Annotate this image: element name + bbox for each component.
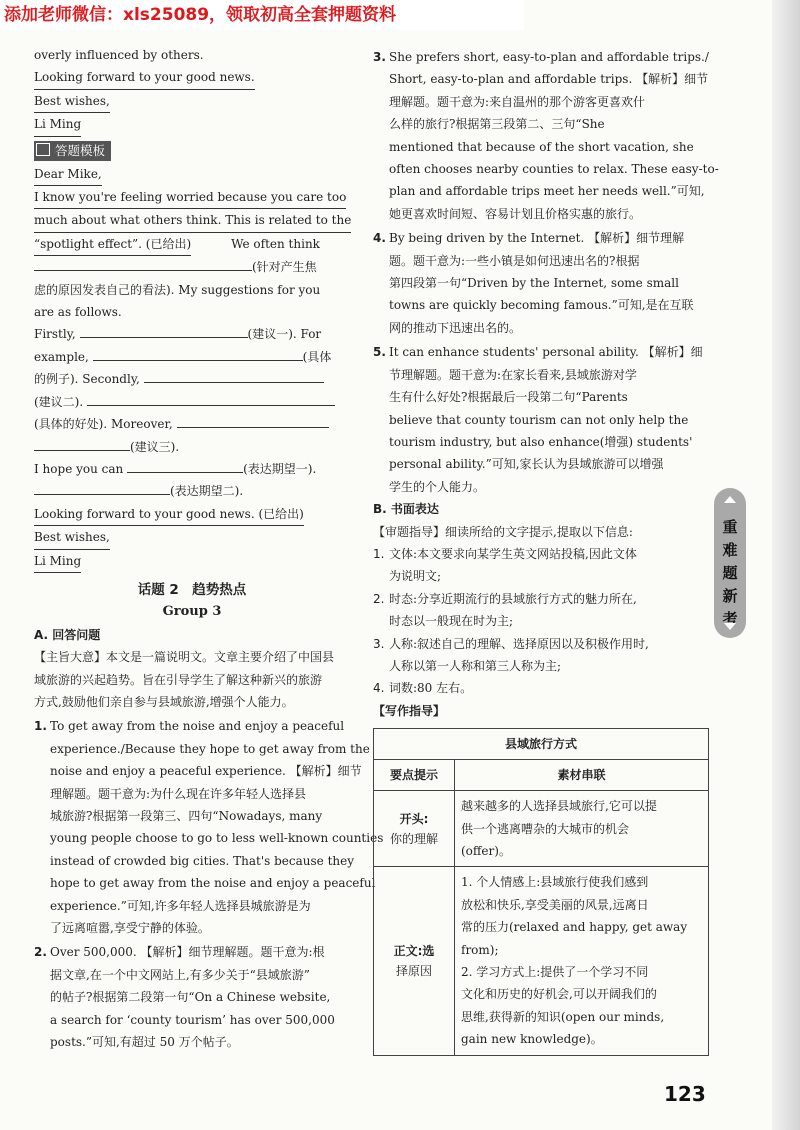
answer-item-1 [34,715,384,939]
item-number: 1. [34,719,47,734]
answer-line: tourism industry, but also enhance(增强) students' [389,434,693,449]
answer-item-2 [34,941,350,1053]
table-row: 开头: 你的理解 越来越多的人选择县域旅行,它可以提 供一个逃离嘈杂的大城市的机会 (offer)。 [374,791,709,867]
template-signature: Li Ming [34,550,81,573]
answer-line: plan and affordable trips meet her needs well.”可知, [389,184,705,199]
template-closing: Looking forward to your good news. (已给出) [34,503,304,526]
template-hint: (具体 [302,349,332,364]
main-idea-line: 域旅游的兴起趋势。旨在引导学生了解这种新兴的旅游 [34,672,323,687]
template-line: I know you're feeling worried because you care too [34,186,346,209]
left-column [34,44,384,1053]
template-line: (具体的好处). Moreover, [34,417,173,432]
answer-line: believe that county tourism can not only help the [389,412,689,427]
fill-blank [34,256,252,271]
answer-line: 她更喜欢时间短、容易计划且价格实惠的旅行。 [389,206,642,221]
main-idea-line: 【主旨大意】本文是一篇说明文。文章主要介绍了中国县 [34,650,335,665]
answer-line: 城旅游?根据第一段第三、四句“Nowadays, many [50,809,323,823]
answer-item-3 [373,46,719,225]
section-a-heading: A. 回答问题 [34,627,101,642]
answer-line: noise and enjoy a peaceful experience. 【解析】细节 [50,764,362,779]
answer-line: often chooses nearby counties to relax. These easy-to- [389,162,719,177]
answer-line: mentioned that because of the short vacation, she [389,139,694,154]
fill-blank [34,436,130,451]
answer-line: 据文章,在一个中文网站上,有多少关于“县域旅游” [50,967,310,982]
answer-line: 的帖子?根据第二段第一句“On a Chinese website, [50,990,331,1005]
answer-template-label: 答题模板 [34,141,111,161]
answer-line: instead of crowded big cities. That's because they [50,853,355,868]
item-number: 5. [373,345,386,360]
table-row: 正文:选 择原因 1. 个人情感上:县域旅行使我们感到 放松和快乐,享受美丽的风景,远离日 常的压力(relaxed and happy, get away from); 2. 学习方式上:提供了一个学习不同 文化和历史的好机会,可以开阔我们的 思维,获得新的知识(open our minds, gain new knowledge)。 [374,867,709,1055]
answer-line: It can enhance students' personal ability. 【解析】细 [389,345,703,360]
right-column [373,44,719,1056]
review-guide: 【审题指导】细读所给的文字提示,提取以下信息: [373,524,633,539]
answer-line: hope to get away from the noise and enjoy a peaceful [50,876,376,891]
fill-blank [127,458,243,473]
fill-blank [34,480,170,495]
template-line: “spotlight effect”. (已给出) [34,233,191,256]
point-1: 1. 文体:本文要求向某学生英文网站投稿,因此文体 为说明文; [373,546,637,584]
item-number: 3. [373,50,386,64]
section-b-heading: B. 书面表达 [373,502,439,517]
template-line: I hope you can [34,461,124,476]
answer-line: By being driven by the Internet. 【解析】细节理解 [389,231,685,246]
fill-blank [87,391,335,406]
template-hint: (建议一). For [247,327,322,342]
table-header-key: 要点提示 [374,760,455,791]
answer-item-5 [373,341,709,498]
template-greeting: Dear Mike, [34,163,102,186]
fill-blank [144,368,324,383]
template-hint: (建议二). [34,394,84,409]
answer-line: Over 500,000. 【解析】细节理解题。题干意为:根 [50,945,325,960]
template-line: much about what others think. This is related to the [34,209,351,232]
answer-line: 生有什么好处?根据最后一段第二句“Parents [389,390,628,405]
answer-line: experience./Because they hope to get away from the [50,741,370,756]
template-line: example, [34,349,89,364]
answer-line: 题。题干意为:一些小镇是如何迅速出名的?根据 [389,253,640,268]
item-number: 2. [34,945,47,960]
letter-signature: Li Ming [34,113,81,136]
writing-guide-heading: 【写作指导】 [373,703,446,718]
template-line: are as follows. [34,305,122,320]
page-number: 123 [664,1082,706,1106]
answer-line: a search for ‘county tourism’ has over 500,000 [50,1012,335,1027]
side-tab[interactable] [714,488,746,638]
answer-line: young people choose to go to less well-known counties [50,831,384,846]
letter-line: overly influenced by others. [34,48,204,62]
answer-line: 理解题。题干意为:为什么现在许多年轻人选择县 [50,786,307,801]
fill-blank [93,346,303,361]
answer-item-4 [373,227,709,339]
letter-sign-off: Best wishes, [34,90,110,113]
letter-closing: Looking forward to your good news. [34,66,255,89]
answer-line: To get away from the noise and enjoy a peaceful [50,719,345,734]
template-line: We often think [231,236,320,251]
answer-line: 学生的个人能力。 [389,479,486,494]
promo-banner: 添加老师微信：xls25089，领取初高全套押题资料 [0,0,524,30]
answer-line: 节理解题。题干意为:在家长看来,县域旅游对学 [389,367,637,382]
answer-line: 网的推动下迅速出名的。 [389,320,522,335]
template-hint: (建议三). [130,439,180,454]
group-heading: Group 3 [162,604,222,620]
arrow-down-icon [724,623,736,630]
page-edge [772,0,800,1130]
material-table [373,728,709,1055]
point-2: 2. 时态:分享近期流行的县域旅行方式的魅力所在, 时态以一般现在时为主; [373,591,637,629]
point-3: 3. 人称:叙述自己的理解、选择原因以及积极作用时, 人称以第一人称和第三人称为主; [373,636,649,673]
item-number: 4. [373,231,386,246]
template-hint: (针对产生焦 [252,260,317,275]
template-line: 虑的原因发表自己的看法). My suggestions for you [34,282,321,297]
template-sign-off: Best wishes, [34,526,110,549]
answer-line: posts.”可知,有超过 50 万个帖子。 [50,1035,239,1050]
template-hint: (表达期望一). [243,461,317,476]
answer-line: towns are quickly becoming famous.”可知,是在互联 [389,298,694,313]
answer-line: 第四段第一句“Driven by the Internet, some small [389,276,679,291]
answer-line: 理解题。题干意为:来自温州的那个游客更喜欢什 [389,94,646,109]
book-icon [36,143,50,156]
template-hint: (表达期望二). [170,484,244,499]
template-line: Firstly, [34,327,76,342]
answer-line: 么样的旅行?根据第三段第二、三句“She [389,117,605,132]
side-tab-label: 重 难 题 新 考 [722,518,738,628]
fill-blank [177,413,329,428]
answer-line: experience.”可知,许多年轻人选择县城旅游是为 [50,898,311,913]
table-header-value: 素材串联 [455,760,709,791]
template-line: 的例子). Secondly, [34,372,140,387]
point-4: 4. 词数:80 左右。 [373,681,473,696]
table-title: 县域旅行方式 [374,729,709,760]
answer-line: 了远离喧嚣,享受宁静的体验。 [50,921,210,936]
answer-line: Short, easy-to-plan and affordable trips. 【解析】细节 [389,72,709,87]
arrow-up-icon [724,496,736,503]
topic-heading: 话题 2 趋势热点 [137,581,247,598]
main-idea-line: 方式,鼓励他们亲自参与县域旅游,增强个人能力。 [34,694,294,709]
fill-blank [80,323,248,338]
answer-line: She prefers short, easy-to-plan and affordable trips./ [389,50,709,64]
answer-line: personal ability.”可知,家长认为县域旅游可以增强 [389,457,664,472]
